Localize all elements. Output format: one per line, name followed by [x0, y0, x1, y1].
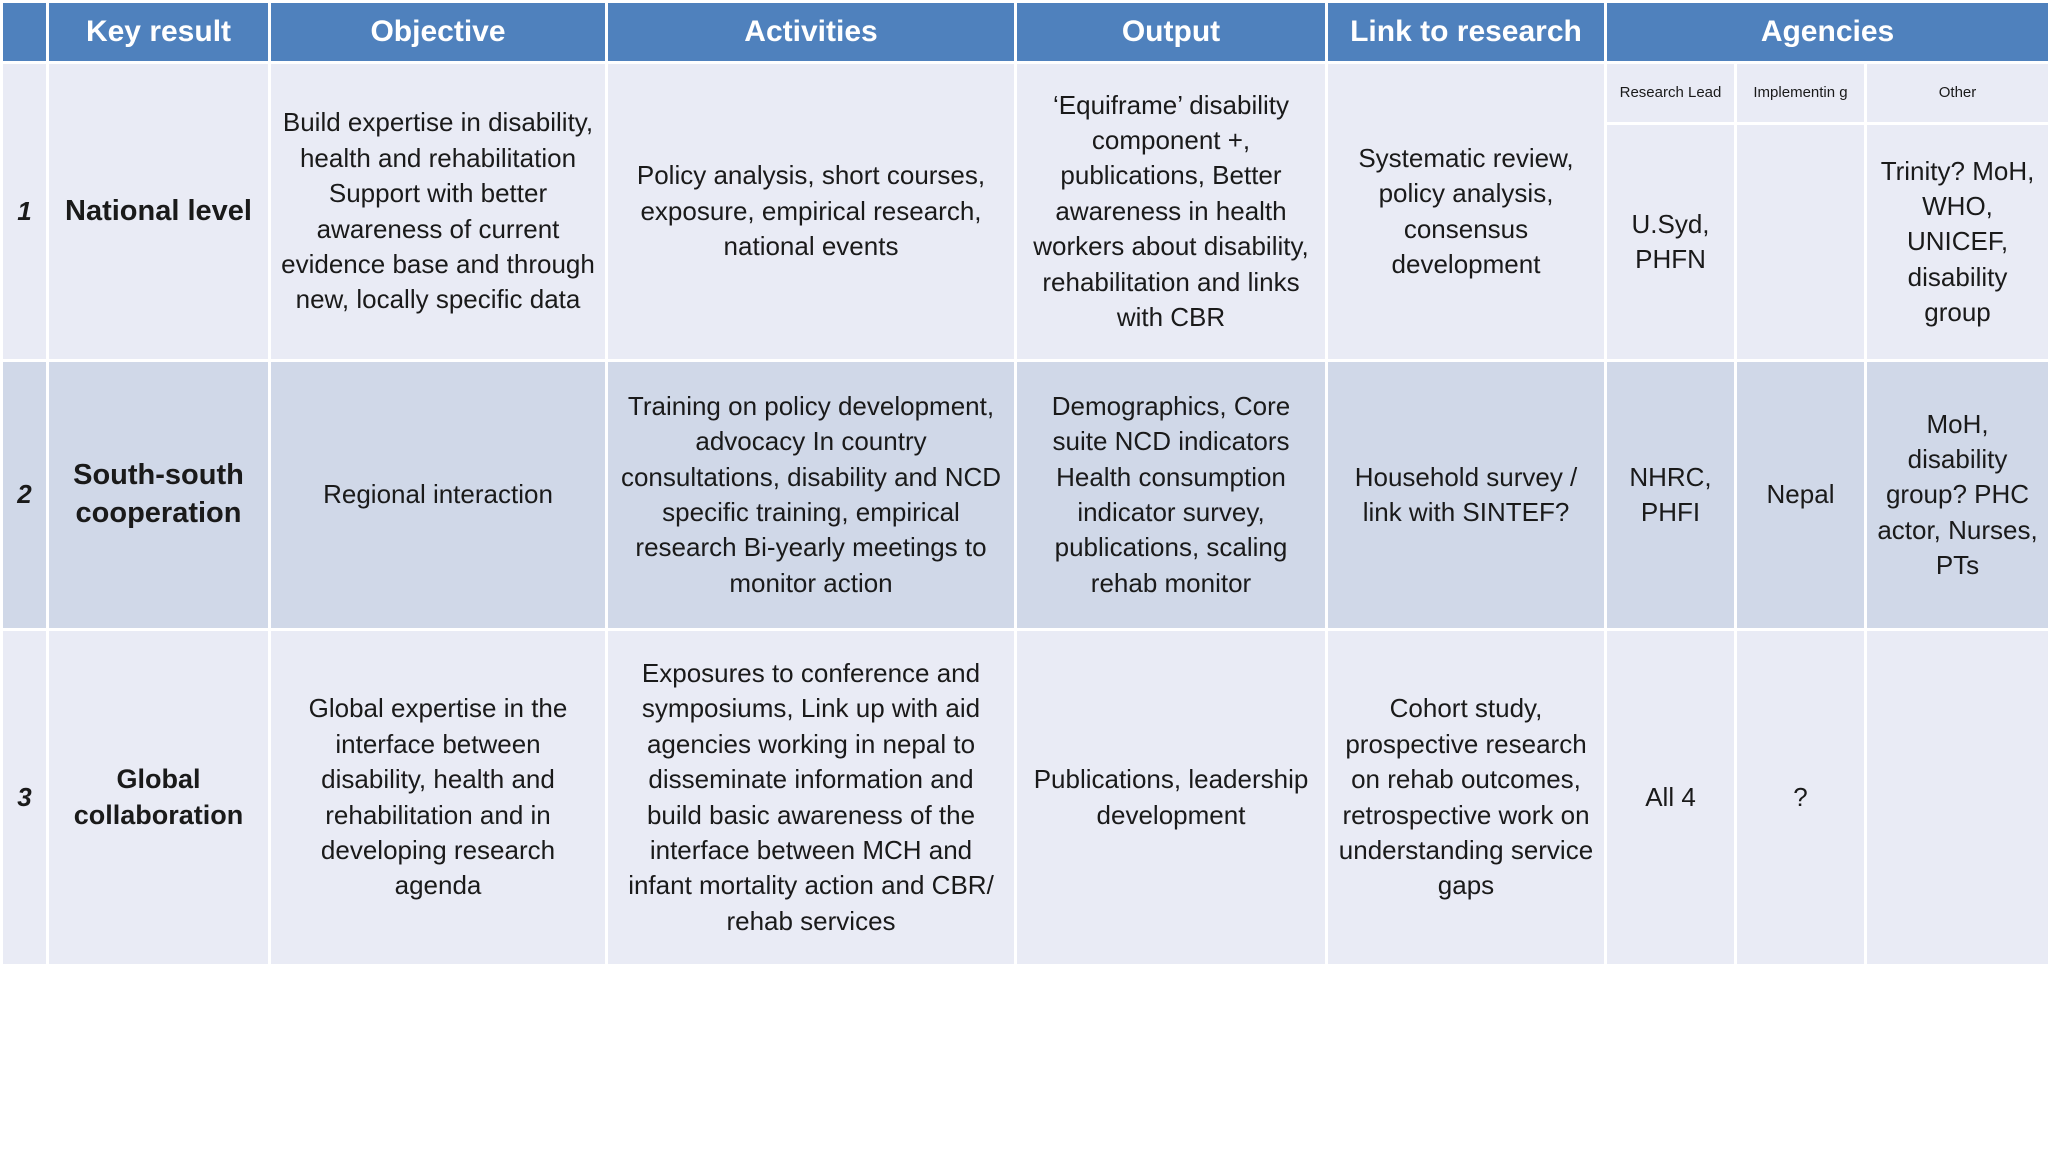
header-agencies: Agencies	[1606, 2, 2048, 63]
objective-cell: Build expertise in disability, health and rehabilitation Support with better awareness of current evidence base and through new, locally specific data	[270, 63, 607, 361]
link-to-research-cell: Household survey / link with SINTEF?	[1327, 361, 1606, 630]
objective-cell: Global expertise in the interface between disability, health and rehabilitation and in developing research agenda	[270, 630, 607, 966]
header-key-result: Key result	[48, 2, 270, 63]
subheader-implementing: Implementin g	[1736, 63, 1866, 124]
row-number: 3	[2, 630, 48, 966]
header-objective: Objective	[270, 2, 607, 63]
output-cell: Publications, leadership development	[1016, 630, 1327, 966]
row-number: 2	[2, 361, 48, 630]
subheader-research-lead: Research Lead	[1606, 63, 1736, 124]
other-agency-cell: MoH, disability group? PHC actor, Nurses, PTs	[1866, 361, 2048, 630]
header-output: Output	[1016, 2, 1327, 63]
header-row	[2, 2, 2048, 63]
other-agency-cell	[1866, 630, 2048, 966]
output-cell: ‘Equiframe’ disability component +, publications, Better awareness in health workers about disability, rehabilitation and links with CBR	[1016, 63, 1327, 361]
implementing-cell	[1736, 124, 1866, 361]
implementing-cell: ?	[1736, 630, 1866, 966]
objective-cell: Regional interaction	[270, 361, 607, 630]
table-row-2	[2, 361, 2048, 630]
link-to-research-cell: Cohort study, prospective research on rehab outcomes, retrospective work on understanding service gaps	[1327, 630, 1606, 966]
key-result-cell: South-south cooperation	[48, 361, 270, 630]
research-lead-cell: All 4	[1606, 630, 1736, 966]
research-lead-cell: U.Syd, PHFN	[1606, 124, 1736, 361]
output-cell: Demographics, Core suite NCD indicators Health consumption indicator survey, publications, scaling rehab monitor	[1016, 361, 1327, 630]
activities-cell: Exposures to conference and symposiums, Link up with aid agencies working in nepal to disseminate information and build basic awareness of the interface between MCH and infant mortality action and CBR/ rehab services	[607, 630, 1016, 966]
activities-cell: Policy analysis, short courses, exposure, empirical research, national events	[607, 63, 1016, 361]
link-to-research-cell: Systematic review, policy analysis, consensus development	[1327, 63, 1606, 361]
header-activities: Activities	[607, 2, 1016, 63]
subheader-other: Other	[1866, 63, 2048, 124]
table-row-1-subheader	[2, 63, 2048, 124]
header-link-to-research: Link to research	[1327, 2, 1606, 63]
activities-cell: Training on policy development, advocacy In country consultations, disability and NCD specific training, empirical research Bi-yearly meetings to monitor action	[607, 361, 1016, 630]
header-number	[2, 2, 48, 63]
key-result-cell: National level	[48, 63, 270, 361]
research-lead-cell: NHRC, PHFI	[1606, 361, 1736, 630]
table-row-3	[2, 630, 2048, 966]
implementing-cell: Nepal	[1736, 361, 1866, 630]
key-result-cell: Global collaboration	[48, 630, 270, 966]
row-number: 1	[2, 63, 48, 361]
other-agency-cell: Trinity? MoH, WHO, UNICEF, disability group	[1866, 124, 2048, 361]
